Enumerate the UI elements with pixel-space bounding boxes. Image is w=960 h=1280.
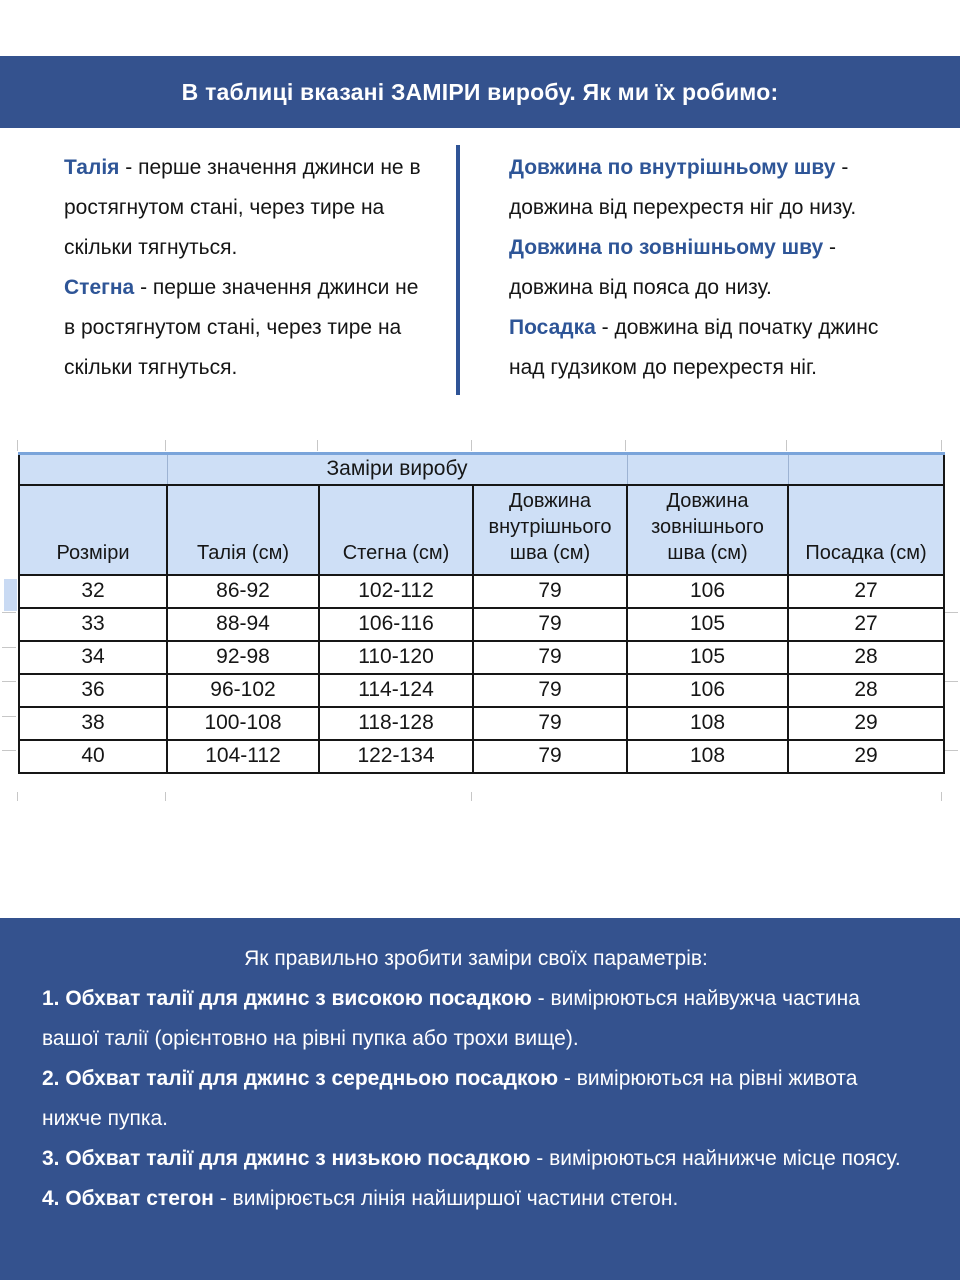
cell-rise: 27 (788, 608, 944, 641)
cell-rise: 27 (788, 575, 944, 608)
empty-header-cell (19, 454, 167, 485)
cell-inner-seam: 79 (473, 575, 627, 608)
cell-outer-seam: 108 (627, 707, 788, 740)
cell-outer-seam: 105 (627, 608, 788, 641)
gridline-tick (941, 792, 942, 801)
gridline-tick (471, 440, 472, 451)
cell-waist: 88-94 (167, 608, 319, 641)
definition-term: Довжина по внутрішньому шву (509, 156, 836, 179)
gridline-tick (471, 792, 472, 801)
cell-waist: 100-108 (167, 707, 319, 740)
instruction-lead: 1. Обхват талії для джинс з високою посадкою (42, 987, 532, 1010)
cell-outer-seam: 106 (627, 575, 788, 608)
cell-inner-seam: 79 (473, 707, 627, 740)
gridline-tick (317, 440, 318, 451)
column-header-waist: Талія (см) (167, 485, 319, 575)
definition-inner-seam (509, 148, 911, 228)
gridline-tick (17, 440, 18, 451)
column-header-sizes: Розміри (19, 485, 167, 575)
definition-outer-seam (509, 228, 911, 308)
column-header-inner-seam: Довжина внутрішнього шва (см) (473, 485, 627, 575)
table-row (19, 608, 944, 641)
cell-hips: 102-112 (319, 575, 473, 608)
instructions-content (0, 918, 960, 1219)
instruction-item (42, 1179, 910, 1219)
instructions-title: Як правильно зробити заміри своїх параметрів: (244, 947, 708, 970)
definition-term: Талія (64, 156, 120, 179)
definition-text: - перше значення джинси не в ростягнутом стані, через тире на скільки тягнуться. (64, 156, 421, 259)
cell-size: 33 (19, 608, 167, 641)
instruction-item (42, 979, 910, 1059)
cell-waist: 96-102 (167, 674, 319, 707)
gridline-tick (165, 792, 166, 801)
cell-inner-seam: 79 (473, 641, 627, 674)
gridline-tick (165, 440, 166, 451)
instructions-section (0, 918, 960, 1280)
cell-hips: 114-124 (319, 674, 473, 707)
table-column-header-row (19, 485, 944, 575)
instruction-text: - вимірюється лінія найширшої частини стегон. (213, 1187, 679, 1210)
cell-rise: 28 (788, 674, 944, 707)
instruction-item (42, 1139, 910, 1179)
table-row (19, 707, 944, 740)
gridline-tick (2, 647, 16, 648)
table-row (19, 740, 944, 773)
empty-header-cell (788, 454, 944, 485)
gridline-tick (625, 440, 626, 451)
table-row (19, 641, 944, 674)
cell-rise: 29 (788, 707, 944, 740)
cell-rise: 29 (788, 740, 944, 773)
column-header-outer-seam: Довжина зовнішнього шва (см) (627, 485, 788, 575)
definition-posadka (509, 308, 911, 388)
gridline-tick (786, 440, 787, 451)
cell-inner-seam: 79 (473, 608, 627, 641)
row-highlight-artifact (4, 579, 17, 611)
cell-hips: 110-120 (319, 641, 473, 674)
vertical-divider (456, 145, 460, 395)
cell-hips: 122-134 (319, 740, 473, 773)
instruction-lead: 3. Обхват талії для джинс з низькою посадкою (42, 1147, 531, 1170)
cell-size: 32 (19, 575, 167, 608)
empty-header-cell (627, 454, 788, 485)
cell-outer-seam: 106 (627, 674, 788, 707)
table-group-header-row (19, 454, 944, 485)
gridline-tick (944, 612, 958, 613)
cell-size: 34 (19, 641, 167, 674)
gridline-tick (944, 681, 958, 682)
column-header-hips: Стегна (см) (319, 485, 473, 575)
instruction-lead: 2. Обхват талії для джинс з середньою посадкою (42, 1067, 559, 1090)
table-row (19, 575, 944, 608)
definitions-left-column (64, 148, 430, 388)
gridline-tick (2, 612, 16, 613)
definition-term: Довжина по зовнішньому шву (509, 236, 824, 259)
definition-term: Стегна (64, 276, 135, 299)
instruction-text: - вимірюються найвужча частина вашої талії (орієнтовно на рівні пупка або трохи вище). (42, 987, 860, 1050)
cell-hips: 118-128 (319, 707, 473, 740)
cell-rise: 28 (788, 641, 944, 674)
cell-outer-seam: 105 (627, 641, 788, 674)
cell-inner-seam: 79 (473, 740, 627, 773)
instruction-lead: 4. Обхват стегон (42, 1187, 214, 1210)
instruction-text: - вимірюються на рівні живота нижче пупка. (42, 1067, 858, 1130)
cell-inner-seam: 79 (473, 674, 627, 707)
definition-text: - довжина від початку джинс над гудзиком до перехрестя ніг. (509, 316, 879, 379)
definition-talia (64, 148, 430, 268)
definition-text: - довжина від перехрестя ніг до низу. (509, 156, 857, 219)
top-banner (0, 56, 960, 128)
cell-hips: 106-116 (319, 608, 473, 641)
definition-text: - довжина від пояса до низу. (509, 236, 837, 299)
gridline-tick (2, 750, 16, 751)
gridline-tick (941, 440, 942, 451)
cell-waist: 104-112 (167, 740, 319, 773)
gridline-tick (2, 716, 16, 717)
gridline-tick (2, 681, 16, 682)
cell-waist: 86-92 (167, 575, 319, 608)
definitions-section (0, 148, 960, 400)
definition-stegna (64, 268, 430, 388)
cell-outer-seam: 108 (627, 740, 788, 773)
cell-size: 36 (19, 674, 167, 707)
cell-waist: 92-98 (167, 641, 319, 674)
column-header-rise: Посадка (см) (788, 485, 944, 575)
definition-text: - перше значення джинси не в ростягнутом стані, через тире на скільки тягнуться. (64, 276, 419, 379)
cell-size: 40 (19, 740, 167, 773)
group-header-cell: Заміри виробу (167, 454, 627, 485)
gridline-tick (944, 750, 958, 751)
page-title: В таблиці вказані ЗАМІРИ виробу. Як ми їх робимо: (181, 78, 779, 105)
definitions-right-column (509, 148, 911, 388)
cell-size: 38 (19, 707, 167, 740)
gridline-tick (17, 792, 18, 801)
instruction-item (42, 1059, 910, 1139)
table-row (19, 674, 944, 707)
size-table (18, 452, 945, 774)
definition-term: Посадка (509, 316, 596, 339)
instruction-text: - вимірюються найнижче місце поясу. (530, 1147, 901, 1170)
